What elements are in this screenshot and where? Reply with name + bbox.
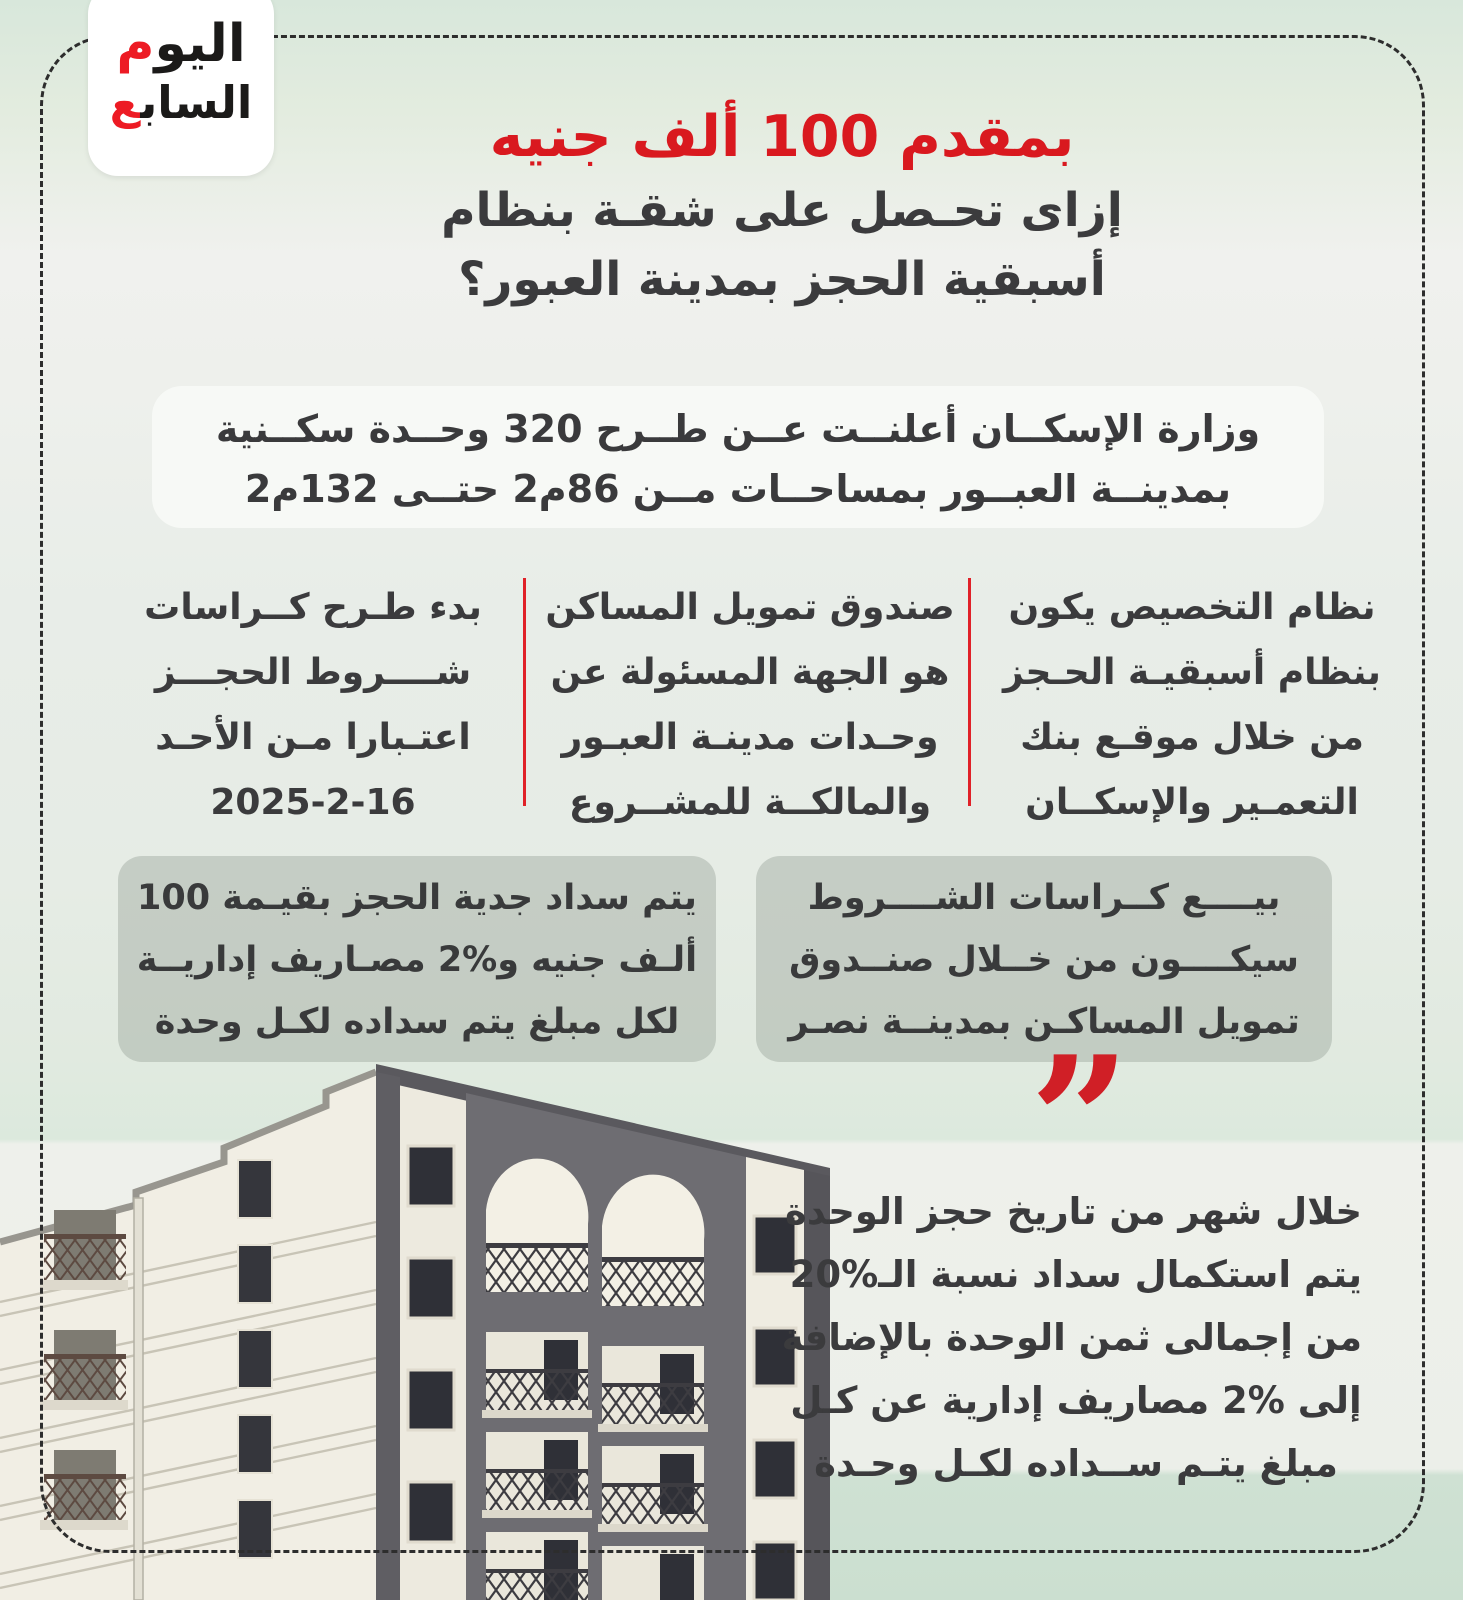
building-photo xyxy=(0,1040,830,1600)
deposit-line: لكل مبلغ يتم سداده لكـل وحدة xyxy=(154,1002,680,1042)
fund-line: والمالكــة للمشــروع xyxy=(568,782,932,823)
info-box-deposit xyxy=(118,856,716,1062)
logo-word1-red: م xyxy=(116,14,155,74)
quote-paragraph xyxy=(781,1180,1362,1495)
booklets-line: بدء طـرح كــراسات xyxy=(144,587,482,628)
title-line3: أسبقية الحجز بمدينة العبور؟ xyxy=(458,252,1106,307)
allocation-line: بنظام أسبقيـة الحـجز xyxy=(1003,652,1381,693)
allocation-line: التعمـير والإسكــان xyxy=(1025,782,1359,823)
quote-line: مبلغ يتـم ســداده لكـل وحـدة xyxy=(814,1442,1338,1485)
fund-line: هو الجهة المسئولة عن xyxy=(550,652,950,693)
logo-word-alyoum xyxy=(88,14,274,74)
deposit-line: يتم سداد جدية الحجز بقيـمة 100 xyxy=(137,878,697,918)
allocation-line: من خلال موقـع بنك xyxy=(1020,717,1364,758)
logo-word1-black: اليو xyxy=(154,14,246,74)
page-title xyxy=(420,98,1144,314)
fund-line: وحـدات مدينـة العبـور xyxy=(561,717,939,758)
title-highlight: بمقدم 100 ألف جنيه xyxy=(489,104,1075,170)
column-housing-fund xyxy=(540,575,960,835)
sale-line: تمويل المساكـن بمدينــة نصـر xyxy=(788,1002,1300,1042)
quote-line: يتم استكمال سداد نسبة الـ%20 xyxy=(789,1253,1362,1296)
announcement-box xyxy=(152,386,1324,528)
fund-line: صندوق تمويل المساكن xyxy=(545,587,955,628)
quote-icon: ” xyxy=(1029,1019,1131,1224)
quote-line: إلى %2 مصاريف إدارية عن كـل xyxy=(790,1379,1362,1422)
logo-word2-black: الساب‍ xyxy=(140,76,253,129)
logo-word2-red: ‍ع xyxy=(109,76,141,129)
allocation-line: نظام التخصيص يكون xyxy=(1008,587,1376,628)
announcement-line1: وزارة الإسكــان أعلنــت عــن طــرح 320 وحــدة سكــنية xyxy=(215,407,1261,451)
announcement-line2: بمدينــة العبــور بمساحــات مــن 86م2 حتــى 132م2 xyxy=(244,467,1232,511)
quote-line: خلال شهر من تاريخ حجز الوحدة xyxy=(785,1190,1362,1233)
booklets-date: 2025-2-16 xyxy=(210,782,416,823)
sale-line: سيكــــون من خــلال صنــدوق xyxy=(789,940,1299,980)
red-divider-right xyxy=(968,578,971,806)
youm7-logo xyxy=(88,0,274,176)
booklets-line: اعتـبارا مـن الأحـد xyxy=(155,717,471,758)
logo-word-alsabea xyxy=(88,74,274,132)
column-allocation-system xyxy=(988,575,1396,835)
sale-line: بيــــع كــراسات الشــــروط xyxy=(807,878,1281,918)
booklets-line: شــــروط الحجـــز xyxy=(154,652,472,693)
red-divider-left xyxy=(523,578,526,806)
column-booklets-date xyxy=(112,575,514,835)
title-line2: إزاى تحـصل على شقـة بنظام xyxy=(441,183,1123,238)
deposit-line: ألـف جنيه و%2 مصـاريف إداريــة xyxy=(136,940,698,980)
quote-line: من إجمالى ثمن الوحدة بالإضافة xyxy=(781,1316,1362,1359)
